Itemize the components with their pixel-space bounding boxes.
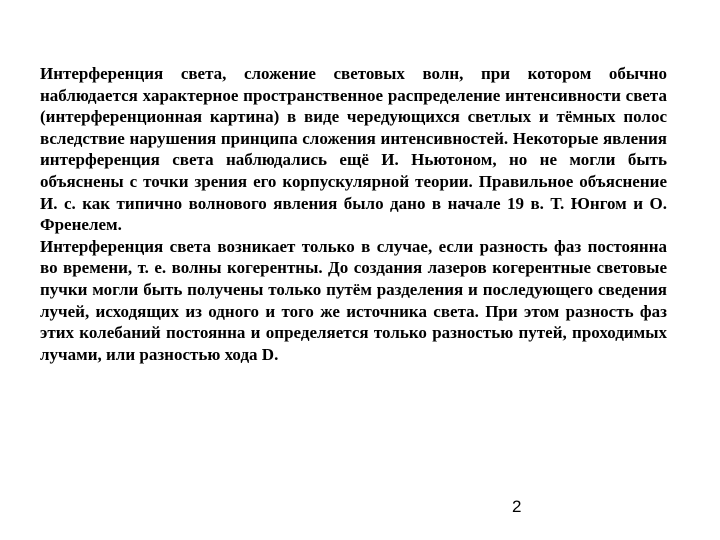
paragraph-interference-definition: Интерференция света, сложение световых волн, при котором обычно наблюдается характерное пространственное распределение интенсивности света (интерференционная картина) в виде чередующихся светлых и тёмных полос вследствие нарушения принципа сложения интенсивностей. Некоторые явления интерференция света наблюдались ещё И. Ньютоном, но не могли быть объяснены с точки зрения его корпускулярной теории. Правильное объяснение И. с. как типично волнового явления было дано в начале 19 в. Т. Юнгом и О. Френелем. [40, 64, 667, 235]
page-number: 2 [512, 497, 522, 516]
body-text [40, 63, 667, 365]
paragraph-coherence-condition: Интерференция света возникает только в случае, если разность фаз постоянна во времени, т. е. волны когерентны. До создания лазеров когерентные световые пучки могли быть получены только путём разделения и последующего сведения лучей, исходящих из одного и того же источника света. При этом разность фаз этих колебаний постоянна и определяется только разностью путей, проходимых лучами, или разностью хода D. [40, 236, 667, 364]
